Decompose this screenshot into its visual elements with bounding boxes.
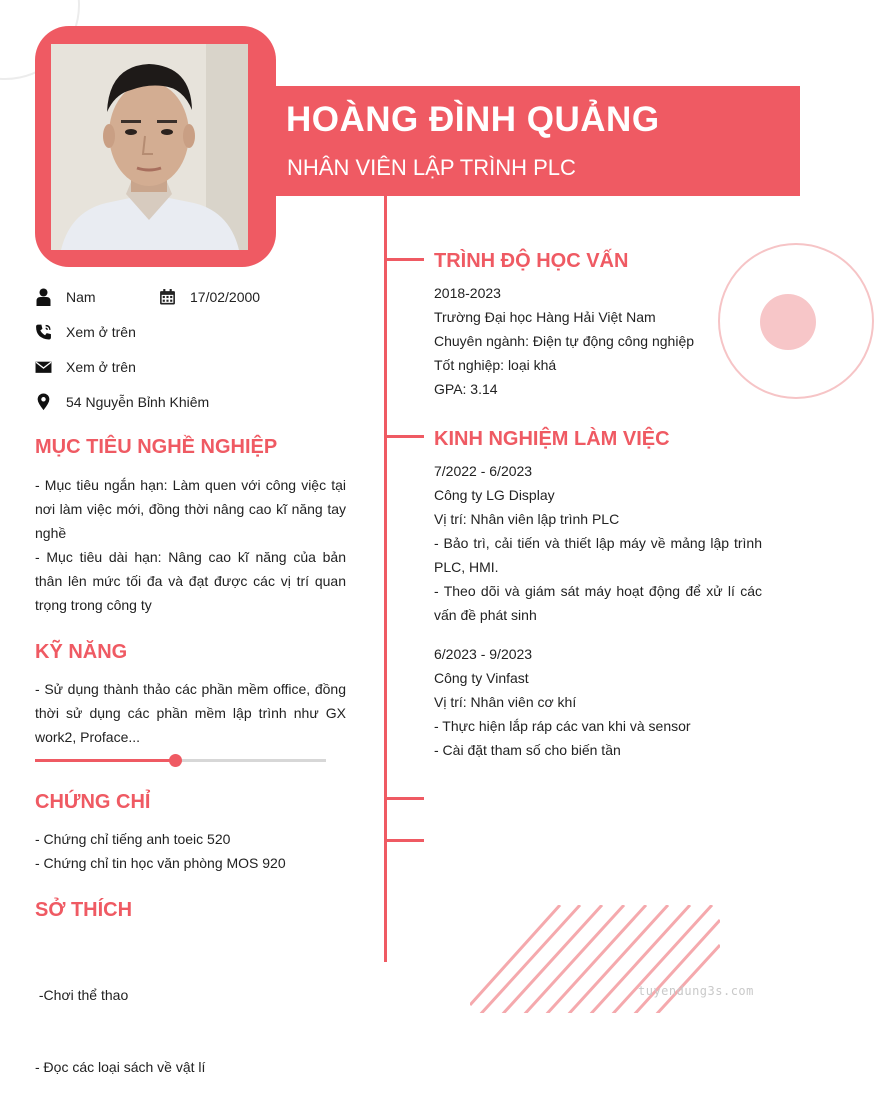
job-period: 7/2022 - 6/2023	[434, 463, 533, 479]
education-major: Chuyên ngành: Điện tự động công nghiệp	[434, 333, 695, 349]
experience-job-2	[434, 642, 762, 762]
person-icon	[35, 288, 52, 306]
timeline-tick-experience	[384, 435, 424, 438]
watermark: tuyendung3s.com	[638, 984, 754, 998]
objective-long-term: - Mục tiêu dài hạn: Nâng cao kĩ năng của bản thân lên mức tối đa và đạt được các vị trí quan trọng trong công ty	[35, 549, 346, 613]
education-gpa: GPA: 3.14	[434, 381, 498, 397]
objective-title: MỤC TIÊU NGHỀ NGHIỆP	[35, 436, 278, 458]
skill-level-knob	[169, 754, 182, 767]
education-rank: Tốt nghiệp: loại khá	[434, 357, 557, 373]
gender-row	[35, 288, 96, 306]
job-title: NHÂN VIÊN LẬP TRÌNH PLC	[287, 155, 576, 180]
certificates-list	[35, 827, 346, 875]
phone-value: Xem ở trên	[66, 324, 136, 340]
education-block	[434, 281, 764, 401]
photo-frame	[35, 26, 276, 267]
skills-title: KỸ NĂNG	[35, 641, 128, 663]
hobbies-list	[35, 935, 346, 1103]
email-row	[35, 358, 136, 376]
gender-value: Nam	[66, 289, 96, 305]
education-school: Trường Đại học Hàng Hải Việt Nam	[434, 309, 656, 325]
education-title: TRÌNH ĐỘ HỌC VẤN	[434, 250, 629, 272]
hobby-item: - Đọc các loại sách về vật lí	[35, 1059, 206, 1075]
envelope-icon	[35, 358, 52, 376]
decorative-dot	[760, 294, 816, 350]
birthdate-row	[159, 288, 260, 306]
address-value: 54 Nguyễn Bỉnh Khiêm	[66, 394, 210, 410]
objective-short-term: - Mục tiêu ngắn hạn: Làm quen với công việc tại nơi làm việc mới, đồng thời nâng cao kĩ năng tay nghề	[35, 477, 346, 541]
address-row	[35, 393, 209, 411]
hobbies-title: SỞ THÍCH	[35, 899, 133, 921]
experience-title: KINH NGHIỆM LÀM VIỆC	[434, 428, 670, 450]
birthdate-value: 17/02/2000	[190, 289, 261, 305]
objective-text	[35, 473, 346, 617]
job-position: Vị trí: Nhân viên lập trình PLC	[434, 511, 620, 527]
hobby-item: -Chơi thể thao	[35, 987, 129, 1003]
timeline-line	[384, 196, 387, 962]
email-value: Xem ở trên	[66, 359, 136, 375]
education-period: 2018-2023	[434, 285, 501, 301]
certificates-title: CHỨNG CHỈ	[35, 791, 151, 813]
job-period: 6/2023 - 9/2023	[434, 646, 533, 662]
phone-icon	[35, 323, 52, 341]
job-task: - Cài đặt tham số cho biến tần	[434, 742, 621, 758]
job-company: Công ty LG Display	[434, 487, 555, 503]
certificate-item: - Chứng chỉ tiếng anh toeic 520	[35, 831, 231, 847]
candidate-name: HOÀNG ĐÌNH QUẢNG	[286, 100, 660, 139]
timeline-tick-education	[384, 258, 424, 261]
experience-job-1	[434, 459, 762, 627]
job-task: - Bảo trì, cải tiến và thiết lập máy về mảng lập trình PLC, HMI.	[434, 535, 762, 575]
skill-level-bar	[35, 759, 326, 762]
calendar-icon	[159, 288, 176, 306]
job-task: - Thực hiện lắp ráp các van khi và sensor	[434, 718, 691, 734]
job-task: - Theo dõi và giám sát máy hoạt động để xử lí các vấn đề phát sinh	[434, 583, 762, 623]
map-pin-icon	[35, 393, 52, 411]
timeline-tick	[384, 839, 424, 842]
job-position: Vị trí: Nhân viên cơ khí	[434, 694, 577, 710]
skill-level-fill	[35, 759, 175, 762]
certificate-item: - Chứng chỉ tin học văn phòng MOS 920	[35, 855, 286, 871]
job-company: Công ty Vinfast	[434, 670, 529, 686]
phone-row	[35, 323, 136, 341]
skills-text: - Sử dụng thành thảo các phần mềm office, đồng thời sử dụng các phần mềm lập trình như GX work2, Proface...	[35, 681, 346, 745]
profile-photo	[51, 44, 248, 250]
timeline-tick	[384, 797, 424, 800]
